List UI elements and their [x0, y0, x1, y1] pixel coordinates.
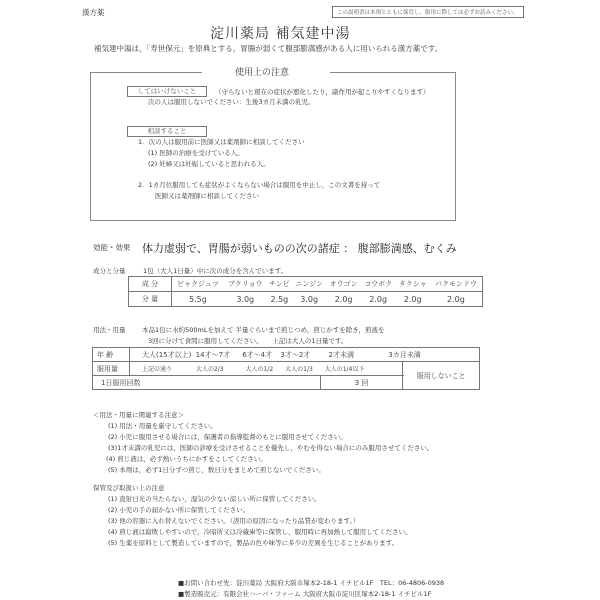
ingredient-name: バクモンドウ	[430, 277, 483, 292]
amount-2-3: 大人の2/3	[195, 366, 224, 373]
age-label: 年 齢	[93, 348, 130, 362]
no-use-cell: 服用しないこと	[403, 362, 480, 390]
times-label: 1日服用回数	[93, 376, 321, 390]
dosage-note: (2) 小児に服用させる場合には，保護者の指導監督のもとに服用させてください。	[108, 433, 347, 441]
ingredient-amount: 5.5g	[172, 292, 224, 307]
dosage-label: 用法・用量	[93, 326, 126, 334]
dosage-text-1: 本品1包に水約500mLを加えて 半量ぐらいまで煎じつめ，煎じかすを除き，煎液を	[142, 326, 385, 334]
amount-row	[93, 362, 480, 376]
ingredient-amount: 2.5g	[267, 292, 293, 307]
category-label: 漢方薬	[82, 8, 105, 17]
age-values	[130, 348, 480, 362]
ingredients-label: 成分と分量	[93, 267, 126, 275]
footer-maker: ■製造販売元：有限会社ハーバ・ファーム 大阪府大阪市淀川区塚本2-18-1 イチビル1F	[178, 590, 432, 598]
amount-adult: 上記の通り	[142, 366, 173, 373]
dont-label: してはいけないこと	[127, 86, 207, 97]
ingredient-name: オウゴン	[326, 277, 361, 292]
consult-1a: (1) 医師の治療を受けている人。	[148, 149, 244, 157]
dosage-note: (5) 本剤は，必ず1日分ずつ煎じ，数日分をまとめて煎じないでください。	[108, 466, 325, 474]
efficacy-text: 体力虚弱で、胃腸が弱いものの次の諸症 ： 腹部膨満感、むくみ	[142, 242, 457, 255]
amount-1-3: 大人の1/3	[285, 366, 313, 373]
ingredient-amount: 2.0g	[326, 292, 361, 307]
ingredient-name-row	[129, 277, 483, 292]
ingredient-amount-row	[129, 292, 483, 307]
ingredients-text: 1包（大人1日量）中に次の成分を含んでいます。	[143, 267, 288, 275]
top-note: この説明書は本剤とともに保管し、服用に際しては必ずお読みください。	[332, 6, 524, 18]
dosage-notes-heading: ＜用法・用量に関連する注意＞	[93, 411, 184, 419]
storage-note: (4) 煎じ液は腐敗しやすいので，冷暗所又は冷蔵庫等に保管し，服用時に再加熱して服用してください。	[108, 528, 412, 536]
amount-1-2: 大人の1/2	[245, 366, 274, 373]
footer-contact: ■お問い合わせ先：淀川薬局 大阪府大阪市塚本2-18-1 イチビル1F TEL：06-4806-0938	[178, 579, 445, 587]
age-under-3m: 3カ月未満	[388, 350, 421, 359]
consult-1: 1．次の人は服用前に医師又は薬剤師に相談してください	[138, 138, 305, 146]
dosage-note: (4) 煎じ液は，必ず熱いうちにかすをこしてください。	[106, 455, 267, 463]
caution-heading: 使用上の注意	[235, 68, 290, 78]
ingredient-name: コウボク	[361, 277, 396, 292]
consult-2b: 医師又は薬剤師に相談してください	[155, 192, 259, 200]
dosage-text-2: 3回に分けて食間に服用してください。 上記は大人の1日量です。	[148, 337, 348, 345]
ingredient-amount: 3.0g	[292, 292, 326, 307]
ingredient-amount: 2.0g	[430, 292, 483, 307]
dosage-note: (1) 用法・用量を厳守してください。	[108, 422, 217, 430]
page-title: 淀川薬局 補気建中湯	[210, 26, 351, 42]
ingredient-name: ビャクジュツ	[172, 277, 224, 292]
ingredient-name: ニンジン	[292, 277, 326, 292]
storage-note: (1) 直射日光の当たらない，湿気の少ない涼しい所に保管してください。	[108, 495, 321, 503]
ingredient-amount: 3.0g	[224, 292, 267, 307]
amount-1-4: 大人の1/4以下	[324, 366, 365, 373]
dosage-table	[92, 347, 480, 390]
ingredient-name: チンピ	[267, 277, 293, 292]
intro-text: 補気建中湯は，「寿世保元」を原典とする，胃腸が弱くて腹部膨満感がある人に用いられる漢方薬です。	[94, 44, 443, 53]
consult-label: 相談すること	[127, 126, 207, 137]
ingredient-amount: 2.0g	[361, 292, 396, 307]
dosage-note: (3)1才未満の乳児には，医師の診療を受けさせることを優先し，やむを得ない場合にのみ服用させてください。	[108, 444, 434, 452]
ingredient-name: タクシャ	[395, 277, 429, 292]
ingredient-amount: 2.0g	[395, 292, 429, 307]
efficacy-label: 効能・効果	[93, 243, 131, 252]
consult-2: 2．1カ月位服用しても症状がよくならない場合は服用を中止し，この文書を持って	[138, 181, 381, 189]
row-header: 成 分	[129, 277, 172, 292]
ingredient-name: ブクリョウ	[224, 277, 267, 292]
age-3-2: 3才〜2才	[280, 350, 311, 359]
row-header: 分 量	[129, 292, 172, 307]
amount-values	[130, 362, 403, 376]
amount-label: 服用量	[93, 362, 130, 376]
dont-text: 次の人は服用しないでください：生後3カ月未満の乳児。	[148, 98, 315, 106]
dont-note: （守らないと現在の症状が悪化したり，副作用が起こりやすくなります）	[215, 88, 430, 96]
storage-note: (3) 他の容器に入れ替えないでください。（誤用の原因になったり品質が変わります。）	[108, 517, 360, 525]
storage-note: (5) 生薬を原料として製造していますので，製品の色や味等に多少の差異を生じることがあります。	[108, 539, 399, 547]
times-value: 3 回	[320, 376, 402, 390]
age-under-2: 2才未満	[328, 350, 354, 359]
ingredients-table	[128, 276, 483, 307]
age-14-7: 14才〜7才	[195, 350, 230, 359]
age-6-4: 6才〜4才	[242, 350, 273, 359]
storage-heading: 保管及び取扱い上の注意	[93, 484, 165, 492]
age-row	[93, 348, 480, 362]
storage-note: (2) 小児の手の届かない所に保管してください。	[108, 506, 250, 514]
age-adult: 大人(15才以上)	[142, 350, 192, 359]
consult-1b: (2) 妊婦又は妊娠していると思われる人。	[148, 160, 270, 168]
